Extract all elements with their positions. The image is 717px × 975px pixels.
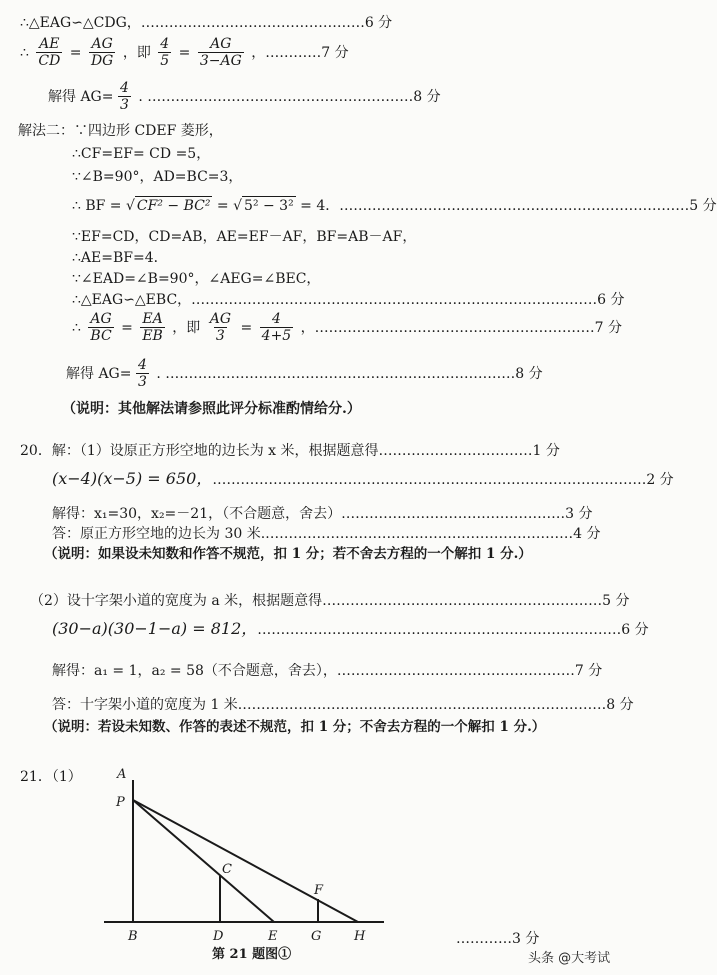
q20-part2-note: （说明：若设未知数、作答的表述不规范，扣 1 分；不舍去方程的一个解扣 1 分.） <box>44 719 546 735</box>
label-e: E <box>268 929 278 944</box>
label-h: H <box>354 929 366 944</box>
q21-header: 21．（1） <box>20 769 82 785</box>
segment-pe <box>133 800 274 922</box>
q20-part1-setup: 20．解：（1）设原正方形空地的边长为 x 米，根据题意得……………………………1 分 <box>20 443 560 459</box>
method2-note: （说明：其他解法请参照此评分标准酌情给分.） <box>62 401 361 417</box>
segment-ph <box>133 800 358 922</box>
method2-title: 解法二：∵四边形 CDEF 菱形， <box>18 123 223 139</box>
method2-line-6: ∵∠EAD=∠B=90°，∠AEG=∠BEC， <box>72 271 321 287</box>
method2-line-1: ∴CF=EF= CD =5， <box>72 146 211 162</box>
line-solution-1: 解得 AG= $\frac{4}{3}$ . …………………………………………………8 分 <box>48 80 441 113</box>
q20-part2-equation: (30−a)(30−1−a) = 812，……………………………………………………………………6 分 <box>52 619 649 638</box>
q20-part1-solution: 解得：x₁=30，x₂=－21，（不合题意，舍去）…………………………………………3 分 <box>52 506 593 522</box>
q21-figure-caption: 第 21 题图① <box>212 947 292 962</box>
method2-line-7: ∴△EAG∽△EBC，……………………………………………………………………………6 分 <box>72 292 625 308</box>
label-g: G <box>311 929 322 944</box>
label-c: C <box>222 862 232 877</box>
method2-line-5: ∴AE=BF=4． <box>72 250 168 266</box>
label-b: B <box>128 929 138 944</box>
method2-line-9: 解得 AG= $\frac{4}{3}$ . …………………………………………………………………8 分 <box>66 357 543 390</box>
label-p: P <box>116 795 125 810</box>
q20-part2-setup: （2）设十字架小道的宽度为 a 米，根据题意得……………………………………………………5 分 <box>30 593 630 609</box>
method2-line-2: ∵∠B=90°，AD=BC=3， <box>72 169 243 185</box>
watermark: 头条 @大考试 <box>528 951 611 966</box>
q20-part2-solution: 解得：a₁ = 1，a₂ = 58（不合题意，舍去），……………………………………………7 分 <box>52 663 603 679</box>
method2-line-4: ∵EF=CD，CD=AB，AE=EF－AF，BF=AB－AF， <box>72 229 417 245</box>
method2-line-8: ∴ $\frac{AG}{BC}$ = $\frac{EA}{EB}$ ，即 $\frac{AG}{3}$ = $\frac{4}{4+5}$ ，……………………………………………………7 分 <box>72 311 623 344</box>
label-a: A <box>117 767 127 782</box>
method2-line-3: ∴ BF = √ CF² − BC² = √ 5² − 3² = 4．…………………………………………………………………5 分 <box>72 198 717 214</box>
q20-part1-answer: 答：原正方形空地的边长为 30 米.…………………………………………………………4 分 <box>52 526 601 542</box>
q20-part1-equation: (x−4)(x−5) = 650，…………………………………………………………………………………2 分 <box>52 469 674 488</box>
q20-part1-note: （说明：如果设未知数和作答不规范，扣 1 分；若不舍去方程的一个解扣 1 分.） <box>44 546 532 562</box>
q20-part2-answer: 答：十字架小道的宽度为 1 米.……………………………………………………………………8 分 <box>52 697 634 713</box>
label-d: D <box>213 929 224 944</box>
line-ratio-1: ∴ $\frac{AE}{CD}$ = $\frac{AG}{DG}$ ，即 $\frac{4}{5}$ = $\frac{AG}{3-AG}$ ，…………7 分 <box>20 36 349 69</box>
label-f: F <box>314 883 324 898</box>
q21-score: …………3 分 <box>456 931 540 947</box>
line-similar-triangles-1: ∴△EAG∽△CDG，…………………………………………6 分 <box>20 15 393 31</box>
